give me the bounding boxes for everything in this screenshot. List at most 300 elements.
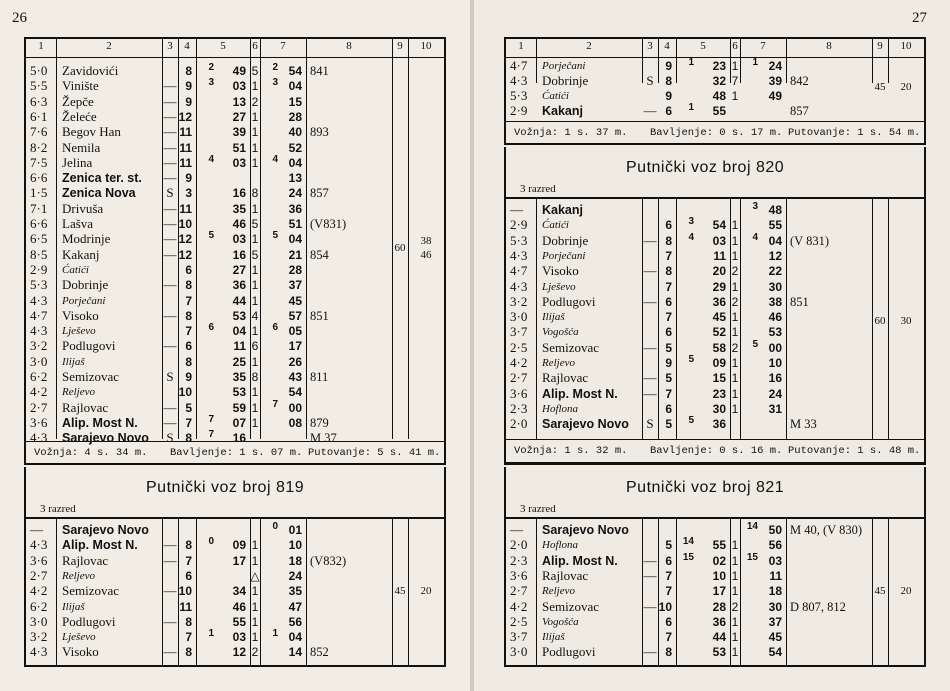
dwell-minutes: 1 [251, 614, 259, 629]
run-minutes: 6 [665, 401, 672, 416]
distance-km: 6·6 [30, 170, 48, 186]
departure-hour: 5 [272, 230, 278, 242]
distance-km: 5·3 [510, 88, 528, 103]
distance-km: 7·1 [30, 200, 48, 216]
class-label: 3 razred [520, 183, 556, 195]
departure-minute: 24 [288, 186, 302, 201]
dwell-minutes: 4 [251, 308, 259, 323]
station-name: Ilijaš [62, 600, 85, 613]
run-minutes: 9 [665, 356, 672, 370]
departure-minute: 54 [288, 385, 302, 400]
departure-minute: 36 [288, 201, 302, 216]
arrival-minute: 11 [713, 248, 726, 263]
connection-note: 857 [310, 186, 329, 201]
column-number: 1 [518, 40, 524, 52]
departure-minute: 26 [288, 354, 302, 369]
departure-minute: 48 [768, 203, 782, 217]
departure-minute: 40 [288, 125, 302, 140]
stop-flag: — [643, 263, 657, 279]
departure-hour: 4 [752, 231, 758, 243]
arrival-minute: 44 [232, 293, 246, 308]
station-name: Modrinje [62, 231, 111, 247]
timetable-row [506, 310, 924, 325]
arrival-minute: 28 [712, 599, 726, 614]
dwell-minutes: △ [250, 568, 260, 583]
stop-flag: — [163, 78, 177, 94]
distance-km: 4·3 [510, 247, 528, 263]
total-time: Putovanje: 5 s. 41 m. [308, 447, 441, 459]
distance-km: 3·7 [510, 629, 528, 645]
timetable-row [506, 218, 924, 233]
distance-km: 2·9 [510, 217, 528, 233]
arrival-minute: 30 [712, 401, 726, 416]
column-number: 7 [760, 40, 766, 52]
departure-minute: 01 [288, 523, 302, 537]
distance-km: 4·2 [30, 583, 48, 599]
stop-flag: — [163, 139, 177, 155]
arrival-hour: 5 [688, 354, 694, 365]
distance-km: 4·7 [30, 307, 48, 323]
run-minutes: 6 [185, 568, 192, 583]
departure-minute: 43 [288, 370, 302, 384]
station-name: Zavidovići [62, 63, 119, 78]
arrival-minute: 10 [712, 568, 726, 583]
arrival-minute: 20 [712, 264, 726, 279]
distance-km: 2·7 [510, 370, 528, 386]
station-name: Hoflona [542, 402, 579, 415]
connection-note: 842 [790, 74, 809, 88]
stop-flag: — [643, 293, 657, 309]
departure-minute: 05 [288, 324, 302, 339]
timetable-row [26, 355, 444, 370]
arrival-minute: 36 [232, 278, 246, 293]
distance-km: 3·6 [510, 567, 528, 583]
dwell-minutes: 1 [251, 201, 259, 216]
distance-km: 3·0 [510, 309, 528, 325]
station-name: Lješevo [542, 280, 576, 293]
column-number: 8 [346, 40, 352, 52]
timetable-row [506, 551, 924, 569]
distance-km: 1·5 [30, 185, 48, 201]
dwell-minutes: 1 [251, 415, 259, 430]
timetable-row [506, 387, 924, 402]
timetable-row [26, 523, 444, 538]
distance-km: 2·5 [510, 339, 528, 355]
connection-note: 893 [310, 125, 329, 140]
arrival-minute: 46 [232, 217, 246, 231]
arrival-minute: 45 [712, 310, 726, 325]
dwell-minutes: 6 [251, 339, 259, 354]
timetable-row [26, 600, 444, 615]
station-name: Ilijaš [62, 355, 85, 368]
arrival-minute: 03 [232, 232, 246, 247]
distance-km: 5·3 [510, 232, 528, 248]
stop-flag: — [163, 338, 177, 354]
distance-km: 4·7 [510, 58, 528, 73]
timetable-row [26, 385, 444, 400]
arrival-hour: 5 [208, 230, 214, 242]
dwell-minutes: 1 [251, 278, 259, 293]
distance-km: 6·5 [30, 231, 48, 247]
connection-note: (V831) [310, 217, 347, 231]
arrival-hour: 1 [208, 628, 214, 640]
departure-minute: 37 [768, 614, 782, 629]
departure-minute: 11 [769, 568, 782, 583]
departure-minute: 55 [768, 218, 782, 233]
arrival-hour: 15 [682, 551, 694, 563]
stop-flag: — [163, 583, 177, 599]
arrival-minute: 49 [232, 64, 246, 78]
connection-note: 851 [790, 294, 809, 309]
connection-note: M 37 [310, 431, 337, 446]
stop-flag: — [163, 307, 177, 323]
station-name: Sarajevo Novo [542, 523, 629, 537]
train-title: Putnički voz broj 821 [626, 479, 785, 496]
departure-minute: 45 [768, 630, 782, 645]
run-minutes: 8 [185, 431, 192, 446]
arrival-minute: 59 [232, 400, 246, 415]
station-name: Podlugovi [542, 644, 596, 660]
page-number-right: 27 [912, 10, 927, 26]
station-name: Reljevo [542, 585, 575, 598]
distance-km: 3·6 [30, 552, 48, 568]
run-minutes: 8 [185, 538, 192, 553]
run-minutes: 7 [185, 324, 192, 339]
departure-minute: 39 [768, 74, 782, 88]
run-minutes: 9 [185, 79, 192, 94]
arrival-minute: 03 [712, 233, 726, 248]
run-minutes: 10 [658, 599, 672, 614]
column-header [26, 39, 444, 58]
dwell-minutes: 1 [251, 584, 259, 599]
arrival-hour: 2 [208, 62, 214, 73]
run-minutes: 3 [185, 186, 192, 201]
arrival-hour: 1 [688, 102, 694, 113]
departure-hour: 3 [272, 77, 278, 89]
arrival-minute: 58 [712, 340, 726, 355]
station-name: Kakanj [542, 203, 583, 217]
distance-km: 6·2 [30, 598, 48, 614]
run-minutes: 6 [665, 294, 672, 309]
timetable-row [26, 64, 444, 79]
weekly-value: 45 [394, 585, 406, 597]
departure-hour: 7 [272, 398, 278, 410]
timetable-row [506, 104, 924, 119]
station-name: Porječani [542, 249, 586, 262]
travel-time: Vožnja: 1 s. 32 m. [514, 445, 628, 457]
distance-km: 4·3 [510, 73, 528, 88]
departure-minute: 18 [768, 584, 782, 599]
run-minutes: 7 [665, 568, 672, 583]
station-name: Nemila [62, 139, 101, 155]
stop-flag: — [163, 537, 177, 553]
station-name: Lješevo [62, 631, 96, 644]
arrival-minute: 55 [712, 538, 726, 553]
arrival-minute: 03 [232, 630, 246, 645]
timetable-row [506, 371, 924, 386]
stop-flag: S [166, 369, 174, 384]
arrival-minute: 51 [232, 140, 246, 155]
timetable-row [26, 538, 444, 553]
station-name: Lješevo [62, 325, 96, 338]
dwell-minutes: 1 [251, 385, 259, 400]
stop-flag: — [163, 154, 177, 170]
stop-time: Bavljenje: 0 s. 16 m. [650, 445, 783, 457]
arrival-minute: 36 [712, 417, 726, 432]
departure-minute: 04 [288, 79, 302, 94]
station-name: Vogošća [542, 615, 579, 628]
station-name: Sarajevo Novo [542, 417, 629, 432]
run-minutes: 5 [665, 340, 672, 355]
dwell-minutes: 1 [251, 262, 259, 277]
dwell-minutes: 2 [731, 264, 739, 279]
distance-km: 8·5 [30, 246, 48, 262]
weekly-value: 30 [900, 315, 912, 327]
column-number: 5 [700, 40, 706, 52]
departure-minute: 04 [768, 233, 782, 248]
arrival-minute: 13 [232, 94, 246, 109]
arrival-hour: 6 [208, 322, 214, 334]
station-name: Porječani [542, 60, 586, 72]
departure-minute: 16 [768, 371, 782, 386]
distance-km: 6·3 [30, 93, 48, 109]
stop-flag: — [163, 200, 177, 216]
departure-minute: 53 [768, 325, 782, 340]
arrival-minute: 55 [232, 614, 246, 629]
travel-time: Vožnja: 1 s. 37 m. [514, 127, 628, 139]
station-name: Porječani [62, 294, 106, 307]
stop-flag: S [166, 185, 174, 201]
travel-time: Vožnja: 4 s. 34 m. [34, 447, 148, 459]
arrival-minute: 29 [712, 279, 726, 294]
distance-km: 4·3 [30, 292, 48, 308]
run-minutes: 6 [185, 339, 192, 354]
departure-minute: 08 [288, 415, 302, 430]
dwell-minutes: 1 [251, 155, 259, 170]
departure-minute: 00 [768, 340, 782, 355]
column-number: 1 [38, 40, 44, 52]
station-name: Podlugovi [62, 613, 116, 629]
departure-hour: 2 [272, 62, 278, 73]
dwell-minutes: 1 [251, 630, 259, 645]
column-number: 7 [280, 40, 286, 52]
dwell-minutes: 1 [251, 599, 259, 614]
arrival-minute: 53 [232, 385, 246, 400]
arrival-minute: 36 [712, 614, 726, 629]
stop-flag: — [163, 108, 177, 124]
stop-flag: — [163, 399, 177, 415]
dwell-minutes: 1 [251, 553, 259, 568]
dwell-minutes: 1 [251, 293, 259, 308]
dwell-minutes: 1 [251, 125, 259, 140]
timetable-row [26, 554, 444, 569]
timetable-819 [24, 467, 446, 667]
stop-flag: — [643, 552, 657, 568]
dwell-minutes: 1 [731, 59, 739, 73]
dwell-minutes: 1 [731, 630, 739, 645]
station-name: Visoko [62, 307, 99, 323]
departure-minute: 12 [768, 248, 782, 263]
departure-minute: 51 [288, 217, 302, 231]
dwell-minutes: 1 [731, 279, 739, 294]
distance-km: 7·6 [30, 124, 48, 140]
run-minutes: 8 [665, 645, 672, 660]
weekly-value: 20 [420, 585, 432, 597]
column-number: 2 [106, 40, 112, 52]
distance-km: — [30, 522, 43, 537]
arrival-minute: 07 [232, 415, 246, 430]
column-number: 4 [184, 40, 190, 52]
distance-km: 6·2 [30, 369, 48, 384]
distance-km: 2·7 [30, 399, 48, 415]
distance-km: 7·5 [30, 154, 48, 170]
arrival-minute: 09 [712, 356, 726, 370]
distance-km: 2·5 [510, 613, 528, 629]
station-name: Reljevo [62, 569, 95, 582]
arrival-minute: 12 [232, 645, 246, 660]
run-minutes: 9 [185, 370, 192, 384]
travel-summary [506, 439, 924, 463]
distance-km: 3·0 [30, 353, 48, 369]
stop-flag: — [163, 552, 177, 568]
stop-flag: — [643, 339, 657, 355]
run-minutes: 12 [178, 247, 192, 262]
dwell-minutes: 1 [731, 614, 739, 629]
timetable-821 [504, 467, 926, 667]
station-name: Ilijaš [542, 631, 565, 644]
dwell-minutes: 5 [251, 217, 259, 231]
run-minutes: 6 [665, 104, 672, 118]
arrival-hour: 1 [688, 57, 694, 68]
timetable-row [506, 264, 924, 279]
departure-hour: 3 [752, 201, 758, 212]
station-name: Semizovac [542, 339, 600, 355]
timetable-row [26, 79, 444, 94]
column-number: 5 [220, 40, 226, 52]
stop-flag: — [163, 414, 177, 430]
dwell-minutes: 1 [731, 553, 739, 568]
run-minutes: 9 [185, 171, 192, 186]
station-name: Semizovac [542, 598, 600, 614]
station-name: Ćatići [542, 219, 569, 232]
train-title: Putnički voz broj 820 [626, 159, 785, 176]
station-name: Drivuša [62, 200, 104, 216]
departure-minute: 46 [768, 310, 782, 325]
arrival-hour: 4 [208, 153, 214, 165]
run-minutes: 7 [665, 310, 672, 325]
timetable-top-right [504, 37, 926, 145]
dwell-minutes: 1 [731, 371, 739, 386]
timetable-row [26, 294, 444, 309]
departure-minute: 47 [288, 599, 302, 614]
timetable-row [26, 569, 444, 584]
section-rule [26, 517, 444, 519]
distance-km: 6·6 [30, 216, 48, 231]
arrival-hour: 7 [208, 413, 214, 425]
distance-km: 3·7 [510, 324, 528, 340]
departure-minute: 56 [768, 538, 782, 553]
run-minutes: 7 [665, 386, 672, 401]
dwell-minutes: 2 [251, 645, 259, 660]
timetable-row [26, 202, 444, 217]
departure-hour: 14 [746, 521, 758, 532]
arrival-minute: 48 [712, 89, 726, 103]
stop-flag: — [643, 385, 657, 401]
departure-hour: 15 [746, 551, 758, 563]
left-page [0, 0, 470, 691]
station-name: Alip. Most N. [542, 553, 618, 568]
distance-km: 3·2 [30, 338, 48, 354]
dwell-minutes: 1 [731, 386, 739, 401]
column-number: 10 [420, 40, 432, 52]
timetable-row [506, 280, 924, 295]
stop-flag: — [643, 598, 657, 614]
timetable-row [26, 370, 444, 385]
dwell-minutes: 1 [731, 538, 739, 553]
departure-minute: 28 [288, 262, 302, 277]
timetable-row [506, 89, 924, 104]
distance-km: 2·0 [510, 416, 528, 432]
column-header [506, 39, 924, 58]
departure-hour: 4 [272, 153, 278, 165]
run-minutes: 6 [665, 614, 672, 629]
arrival-minute: 03 [232, 155, 246, 170]
arrival-minute: 34 [232, 584, 246, 599]
arrival-minute: 35 [232, 370, 246, 384]
station-name: Želeće [62, 108, 97, 124]
connection-note: 857 [790, 104, 809, 118]
departure-minute: 35 [288, 584, 302, 599]
arrival-minute: 55 [712, 104, 726, 118]
run-minutes: 5 [665, 371, 672, 386]
run-minutes: 5 [665, 417, 672, 432]
station-name: Lašva [62, 216, 94, 231]
timetable-row [506, 402, 924, 417]
distance-km: 2·9 [510, 103, 528, 118]
column-number: 4 [664, 40, 670, 52]
timetable-row [26, 141, 444, 156]
arrival-minute: 16 [232, 431, 246, 446]
timetable-row [26, 339, 444, 354]
run-minutes: 8 [185, 308, 192, 323]
run-minutes: 9 [665, 59, 672, 73]
station-name: Begov Han [62, 124, 121, 140]
distance-km: 2·3 [510, 552, 528, 568]
timetable-row [26, 584, 444, 599]
station-name: Vogošća [542, 326, 579, 339]
run-minutes: 8 [185, 614, 192, 629]
timetable-top-left [24, 37, 446, 465]
station-name: Alip. Most N. [62, 538, 138, 553]
distance-km: 6·1 [30, 108, 48, 124]
timetable-820 [504, 147, 926, 465]
departure-minute: 00 [288, 400, 302, 415]
run-minutes: 7 [185, 553, 192, 568]
departure-hour: 1 [272, 628, 278, 640]
distance-km: 4·3 [30, 430, 48, 446]
distance-km: 5·5 [30, 78, 48, 94]
departure-minute: 14 [288, 645, 302, 660]
station-name: Rajlovac [542, 370, 589, 386]
weekly-value: 46 [420, 249, 432, 261]
station-name: Zenica ter. st. [62, 171, 142, 186]
arrival-hour: 0 [208, 536, 214, 548]
departure-minute: 17 [288, 339, 302, 354]
travel-summary [506, 121, 924, 145]
dwell-minutes: 1 [251, 79, 259, 94]
timetable-row [506, 231, 924, 249]
timetable-row [26, 615, 444, 630]
